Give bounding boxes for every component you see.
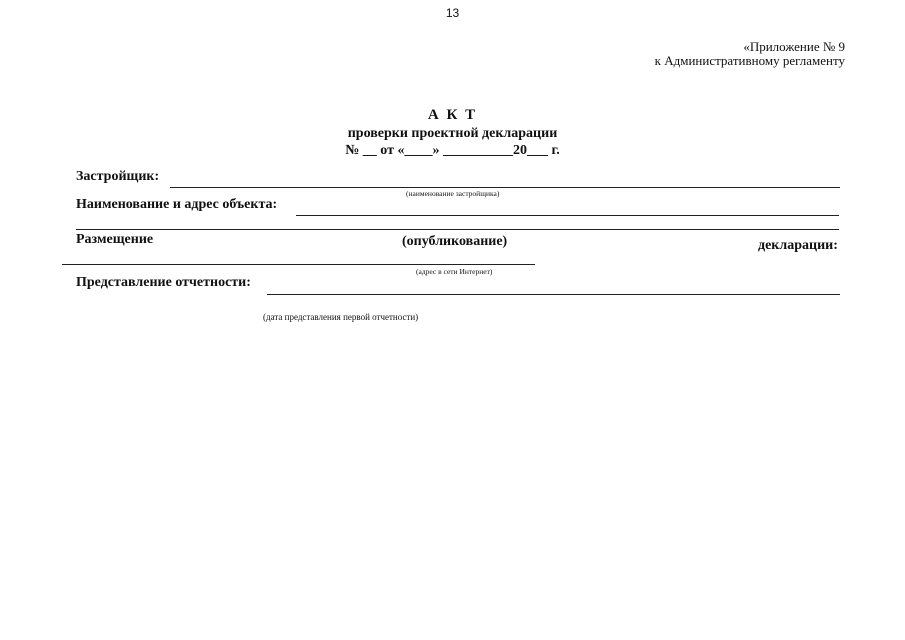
developer-line — [170, 187, 840, 188]
placement-word-2: (опубликование) — [402, 234, 508, 249]
placement-word-1: Размещение — [76, 232, 154, 247]
reporting-label: Представление отчетности: — [76, 275, 251, 290]
appendix-line-2: к Административному регламенту — [654, 53, 845, 68]
document-title: А К Т — [427, 107, 478, 123]
reporting-line — [267, 294, 840, 295]
object-label: Наименование и адрес объекта: — [76, 197, 278, 212]
appendix-note — [655, 40, 845, 68]
object-line-2 — [76, 229, 839, 230]
placement-line — [62, 264, 535, 265]
document-title-block — [0, 106, 905, 159]
object-line — [296, 215, 839, 216]
developer-label: Застройщик: — [76, 169, 160, 184]
placement-caption: (адрес в сети Интернет) — [416, 267, 493, 276]
reporting-caption: (дата представления первой отчетности) — [263, 312, 419, 322]
appendix-line-1: «Приложение № 9 — [743, 39, 845, 54]
document-subtitle: проверки проектной декларации — [347, 126, 558, 141]
placement-word-3: декларации: — [758, 238, 838, 253]
developer-caption: (наименование застройщика) — [406, 189, 500, 198]
page-number: 13 — [445, 6, 460, 20]
document-number-line: № __ от «____» __________20___ г. — [345, 143, 560, 158]
